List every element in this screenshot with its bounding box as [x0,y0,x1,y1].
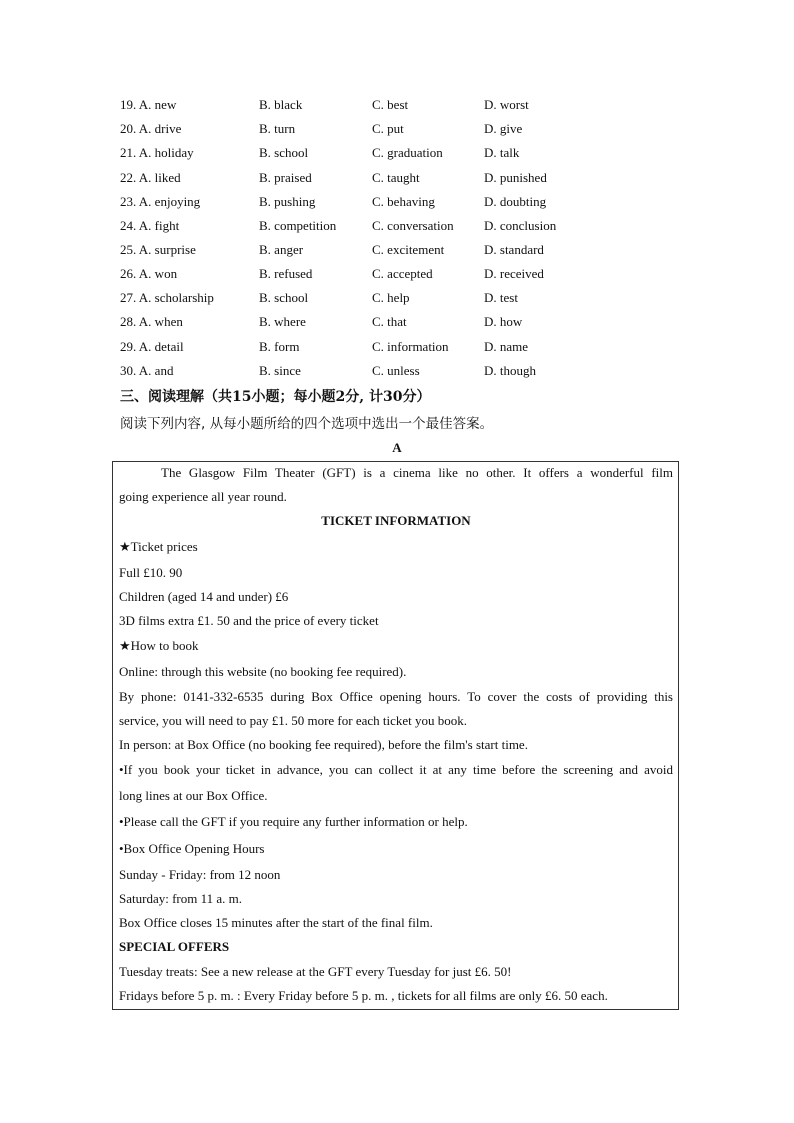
section-instruction: 阅读下列内容, 从每小题所给的四个选项中选出一个最佳答案。 [120,416,494,432]
option-d: D. though [484,363,536,378]
question-row [0,288,794,308]
ticket-prices-heading: ★Ticket prices [119,539,198,554]
question-row [0,216,794,236]
question-row [0,192,794,212]
option-c: C. excitement [372,242,445,257]
question-row [0,143,794,163]
option-b: B. black [259,97,303,112]
option-a: 28. A. when [120,314,183,329]
option-b: B. anger [259,242,304,257]
option-a: 26. A. won [120,266,178,281]
book-online: Online: through this website (no booking fee required). [119,664,407,679]
option-a: 29. A. detail [120,339,184,354]
option-c: C. taught [372,170,420,185]
question-row [0,95,794,115]
question-row [0,168,794,188]
option-c: C. help [372,290,410,305]
option-d: D. punished [484,170,547,185]
option-a: 27. A. scholarship [120,290,214,305]
option-c: C. that [372,314,407,329]
option-d: D. name [484,339,529,354]
passage-intro-cont: going experience all year round. [119,489,287,504]
passage-label: A [392,440,402,455]
hours-sun-fri: Sunday - Friday: from 12 noon [119,867,281,882]
question-row [0,240,794,260]
call-note: •Please call the GFT if you require any further information or help. [119,814,468,829]
question-row [0,264,794,284]
option-c: C. unless [372,363,420,378]
option-c: C. put [372,121,404,136]
option-c: C. best [372,97,409,112]
option-d: D. doubting [484,194,547,209]
option-d: D. how [484,314,523,329]
question-row [0,312,794,332]
option-c: C. graduation [372,145,443,160]
how-to-book-heading: ★How to book [119,638,199,653]
option-b: B. praised [259,170,312,185]
option-b: B. school [259,145,309,160]
special-offers-heading: SPECIAL OFFERS [119,939,230,954]
offer-friday: Fridays before 5 p. m. : Every Friday before 5 p. m. , tickets for all films are only £6. 50 each. [119,988,608,1003]
option-c: C. conversation [372,218,454,233]
option-d: D. conclusion [484,218,557,233]
price-3d: 3D films extra £1. 50 and the price of every ticket [119,613,379,628]
advance-note: •If you book your ticket in advance, you can collect it at any time before the screening and avoid [119,762,673,777]
option-a: 21. A. holiday [120,145,194,160]
option-c: C. information [372,339,449,354]
book-phone: By phone: 0141-332-6535 during Box Office opening hours. To cover the costs of providing this [119,689,673,704]
option-b: B. pushing [259,194,316,209]
option-a: 25. A. surprise [120,242,196,257]
option-a: 24. A. fight [120,218,180,233]
option-a: 20. A. drive [120,121,182,136]
option-c: C. behaving [372,194,435,209]
advance-note-cont: long lines at our Box Office. [119,788,268,803]
option-b: B. since [259,363,301,378]
option-b: B. where [259,314,306,329]
option-b: B. school [259,290,309,305]
option-b: B. refused [259,266,313,281]
question-row [0,361,794,381]
option-d: D. talk [484,145,520,160]
price-children: Children (aged 14 and under) £6 [119,589,289,604]
book-phone-cont: service, you will need to pay £1. 50 more for each ticket you book. [119,713,468,728]
option-a: 22. A. liked [120,170,181,185]
book-in-person: In person: at Box Office (no booking fee required), before the film's start time. [119,737,528,752]
option-d: D. test [484,290,518,305]
option-b: B. form [259,339,300,354]
option-a: 30. A. and [120,363,174,378]
opening-hours-heading: •Box Office Opening Hours [119,841,265,856]
box-office-closes: Box Office closes 15 minutes after the start of the final film. [119,915,433,930]
option-d: D. give [484,121,523,136]
offer-tuesday: Tuesday treats: See a new release at the GFT every Tuesday for just £6. 50! [119,964,512,979]
option-d: D. standard [484,242,544,257]
option-d: D. received [484,266,544,281]
question-row [0,337,794,357]
ticket-info-heading: TICKET INFORMATION [321,513,471,528]
passage-intro: The Glasgow Film Theater (GFT) is a cinema like no other. It offers a wonderful film [161,465,673,480]
option-c: C. accepted [372,266,433,281]
option-a: 23. A. enjoying [120,194,201,209]
option-d: D. worst [484,97,529,112]
hours-saturday: Saturday: from 11 a. m. [119,891,242,906]
option-b: B. competition [259,218,337,233]
price-full: Full £10. 90 [119,565,183,580]
question-row [0,119,794,139]
section-title: 三、阅读理解（共15小题；每小题2分, 计30分） [120,389,431,405]
option-a: 19. A. new [120,97,177,112]
option-b: B. turn [259,121,296,136]
